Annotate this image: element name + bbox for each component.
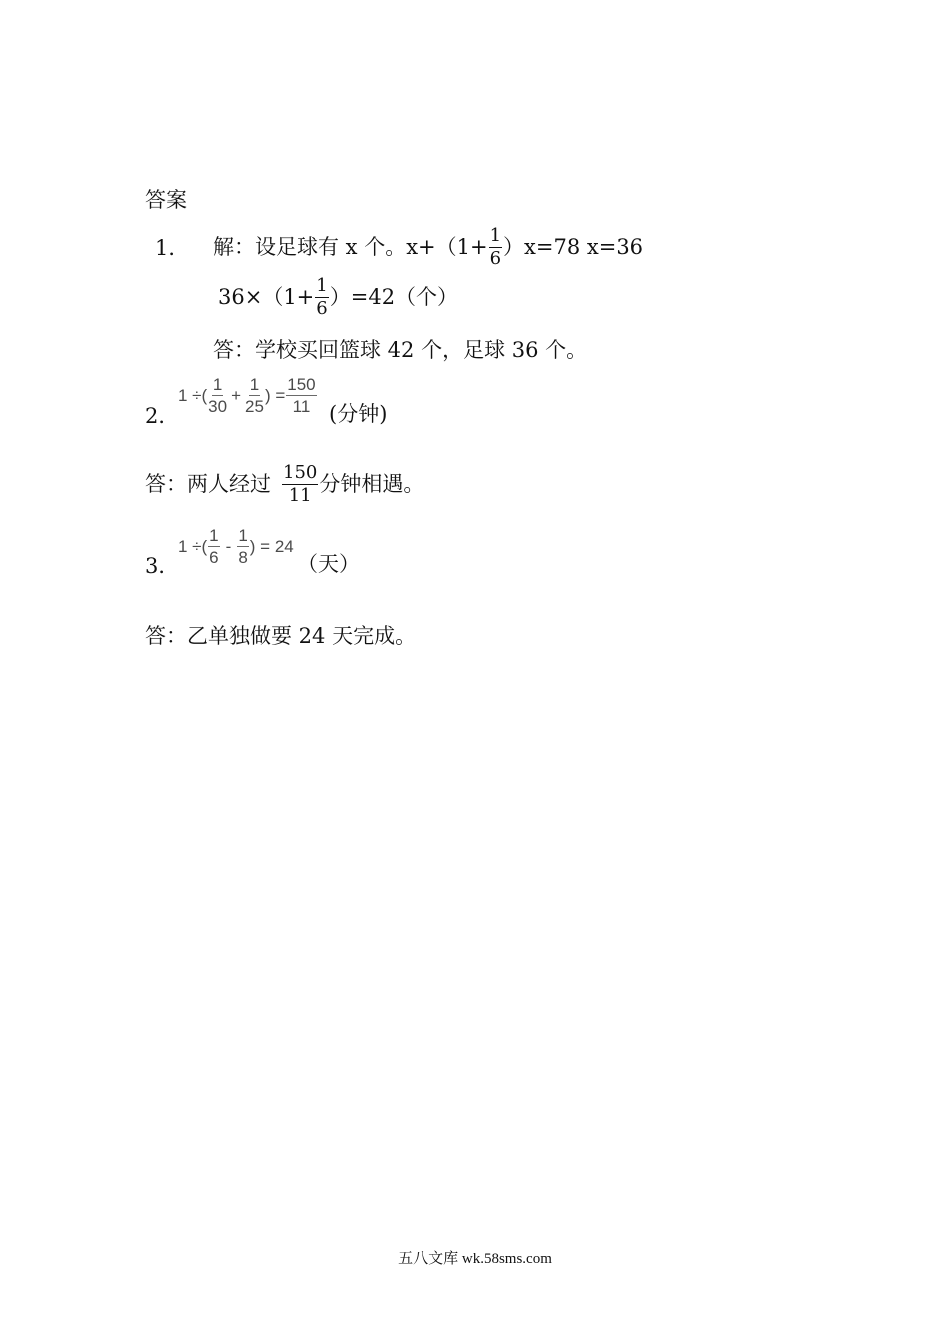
q1-line2-fraction xyxy=(315,277,328,318)
q2-answer-text-b: 分钟相遇。 xyxy=(319,472,425,496)
q1-line2-text-b: ）=42（个） xyxy=(329,285,459,309)
q2-fraction-3-den: 11 xyxy=(292,397,311,416)
page-title: 答案 xyxy=(145,188,187,212)
q3-fraction-2-den: 8 xyxy=(238,548,248,567)
q1-line2-text-a: 36×（1+ xyxy=(218,285,315,309)
q3-answer: 答：乙单独做要 24 天完成。 xyxy=(145,624,417,648)
q1-line2-fraction-den: 6 xyxy=(316,298,328,319)
q1-answer: 答：学校买回篮球 42 个，足球 36 个。 xyxy=(213,338,588,362)
q3-fraction-1-num: 1 xyxy=(209,526,219,545)
q2-fraction-3-num: 150 xyxy=(287,375,316,394)
page-footer: 五八文库 wk.58sms.com xyxy=(398,1251,552,1267)
q1-line2 xyxy=(218,277,458,318)
q2-plus: + xyxy=(231,385,242,405)
q1-fraction-num: 1 xyxy=(489,225,502,246)
q2-answer-fraction-den: 11 xyxy=(288,485,312,506)
q2-answer-fraction xyxy=(282,464,318,505)
q1-line2-fraction-num: 1 xyxy=(316,275,328,296)
q3-expr-text-a: 1 ÷( xyxy=(178,536,208,556)
q2-unit: (分钟) xyxy=(329,402,388,426)
q2-expr-text-b: ) = xyxy=(264,385,286,405)
q3-fraction-2-num: 1 xyxy=(238,526,248,545)
q2-fraction-1-num: 1 xyxy=(212,375,223,394)
q2-fraction-1 xyxy=(208,376,227,415)
q3-fraction-1 xyxy=(208,527,219,566)
q3-fraction-2 xyxy=(237,527,248,566)
q2-answer xyxy=(145,464,424,505)
q3-expr-text-b: ) = 24 xyxy=(249,536,294,556)
q3-fraction-1-den: 6 xyxy=(209,548,219,567)
q2-answer-fraction-num: 150 xyxy=(283,462,318,483)
q1-line1-text-a: 解：设足球有 x 个。x+（1+ xyxy=(213,235,488,259)
q2-fraction-2 xyxy=(245,376,264,415)
q1-line1 xyxy=(213,227,643,268)
q3-unit: （天） xyxy=(297,552,360,576)
q2-fraction-3 xyxy=(286,376,316,415)
q2-expression xyxy=(178,376,318,415)
q3-number: 3． xyxy=(145,554,180,578)
q2-number: 2． xyxy=(145,404,180,428)
q3-expression xyxy=(178,527,294,566)
q2-answer-text-a: 答：两人经过 xyxy=(145,472,271,496)
q2-fraction-1-den: 30 xyxy=(208,397,228,416)
q1-fraction-den: 6 xyxy=(489,248,502,269)
q1-fraction xyxy=(489,227,502,268)
q3-minus: - xyxy=(225,536,232,556)
q2-expr-text-a: 1 ÷( xyxy=(178,385,208,405)
q1-line1-text-b: ）x=78 x=36 xyxy=(503,235,644,259)
q2-fraction-2-num: 1 xyxy=(249,375,260,394)
q1-number: 1． xyxy=(155,236,190,260)
q2-fraction-2-den: 25 xyxy=(245,397,264,416)
